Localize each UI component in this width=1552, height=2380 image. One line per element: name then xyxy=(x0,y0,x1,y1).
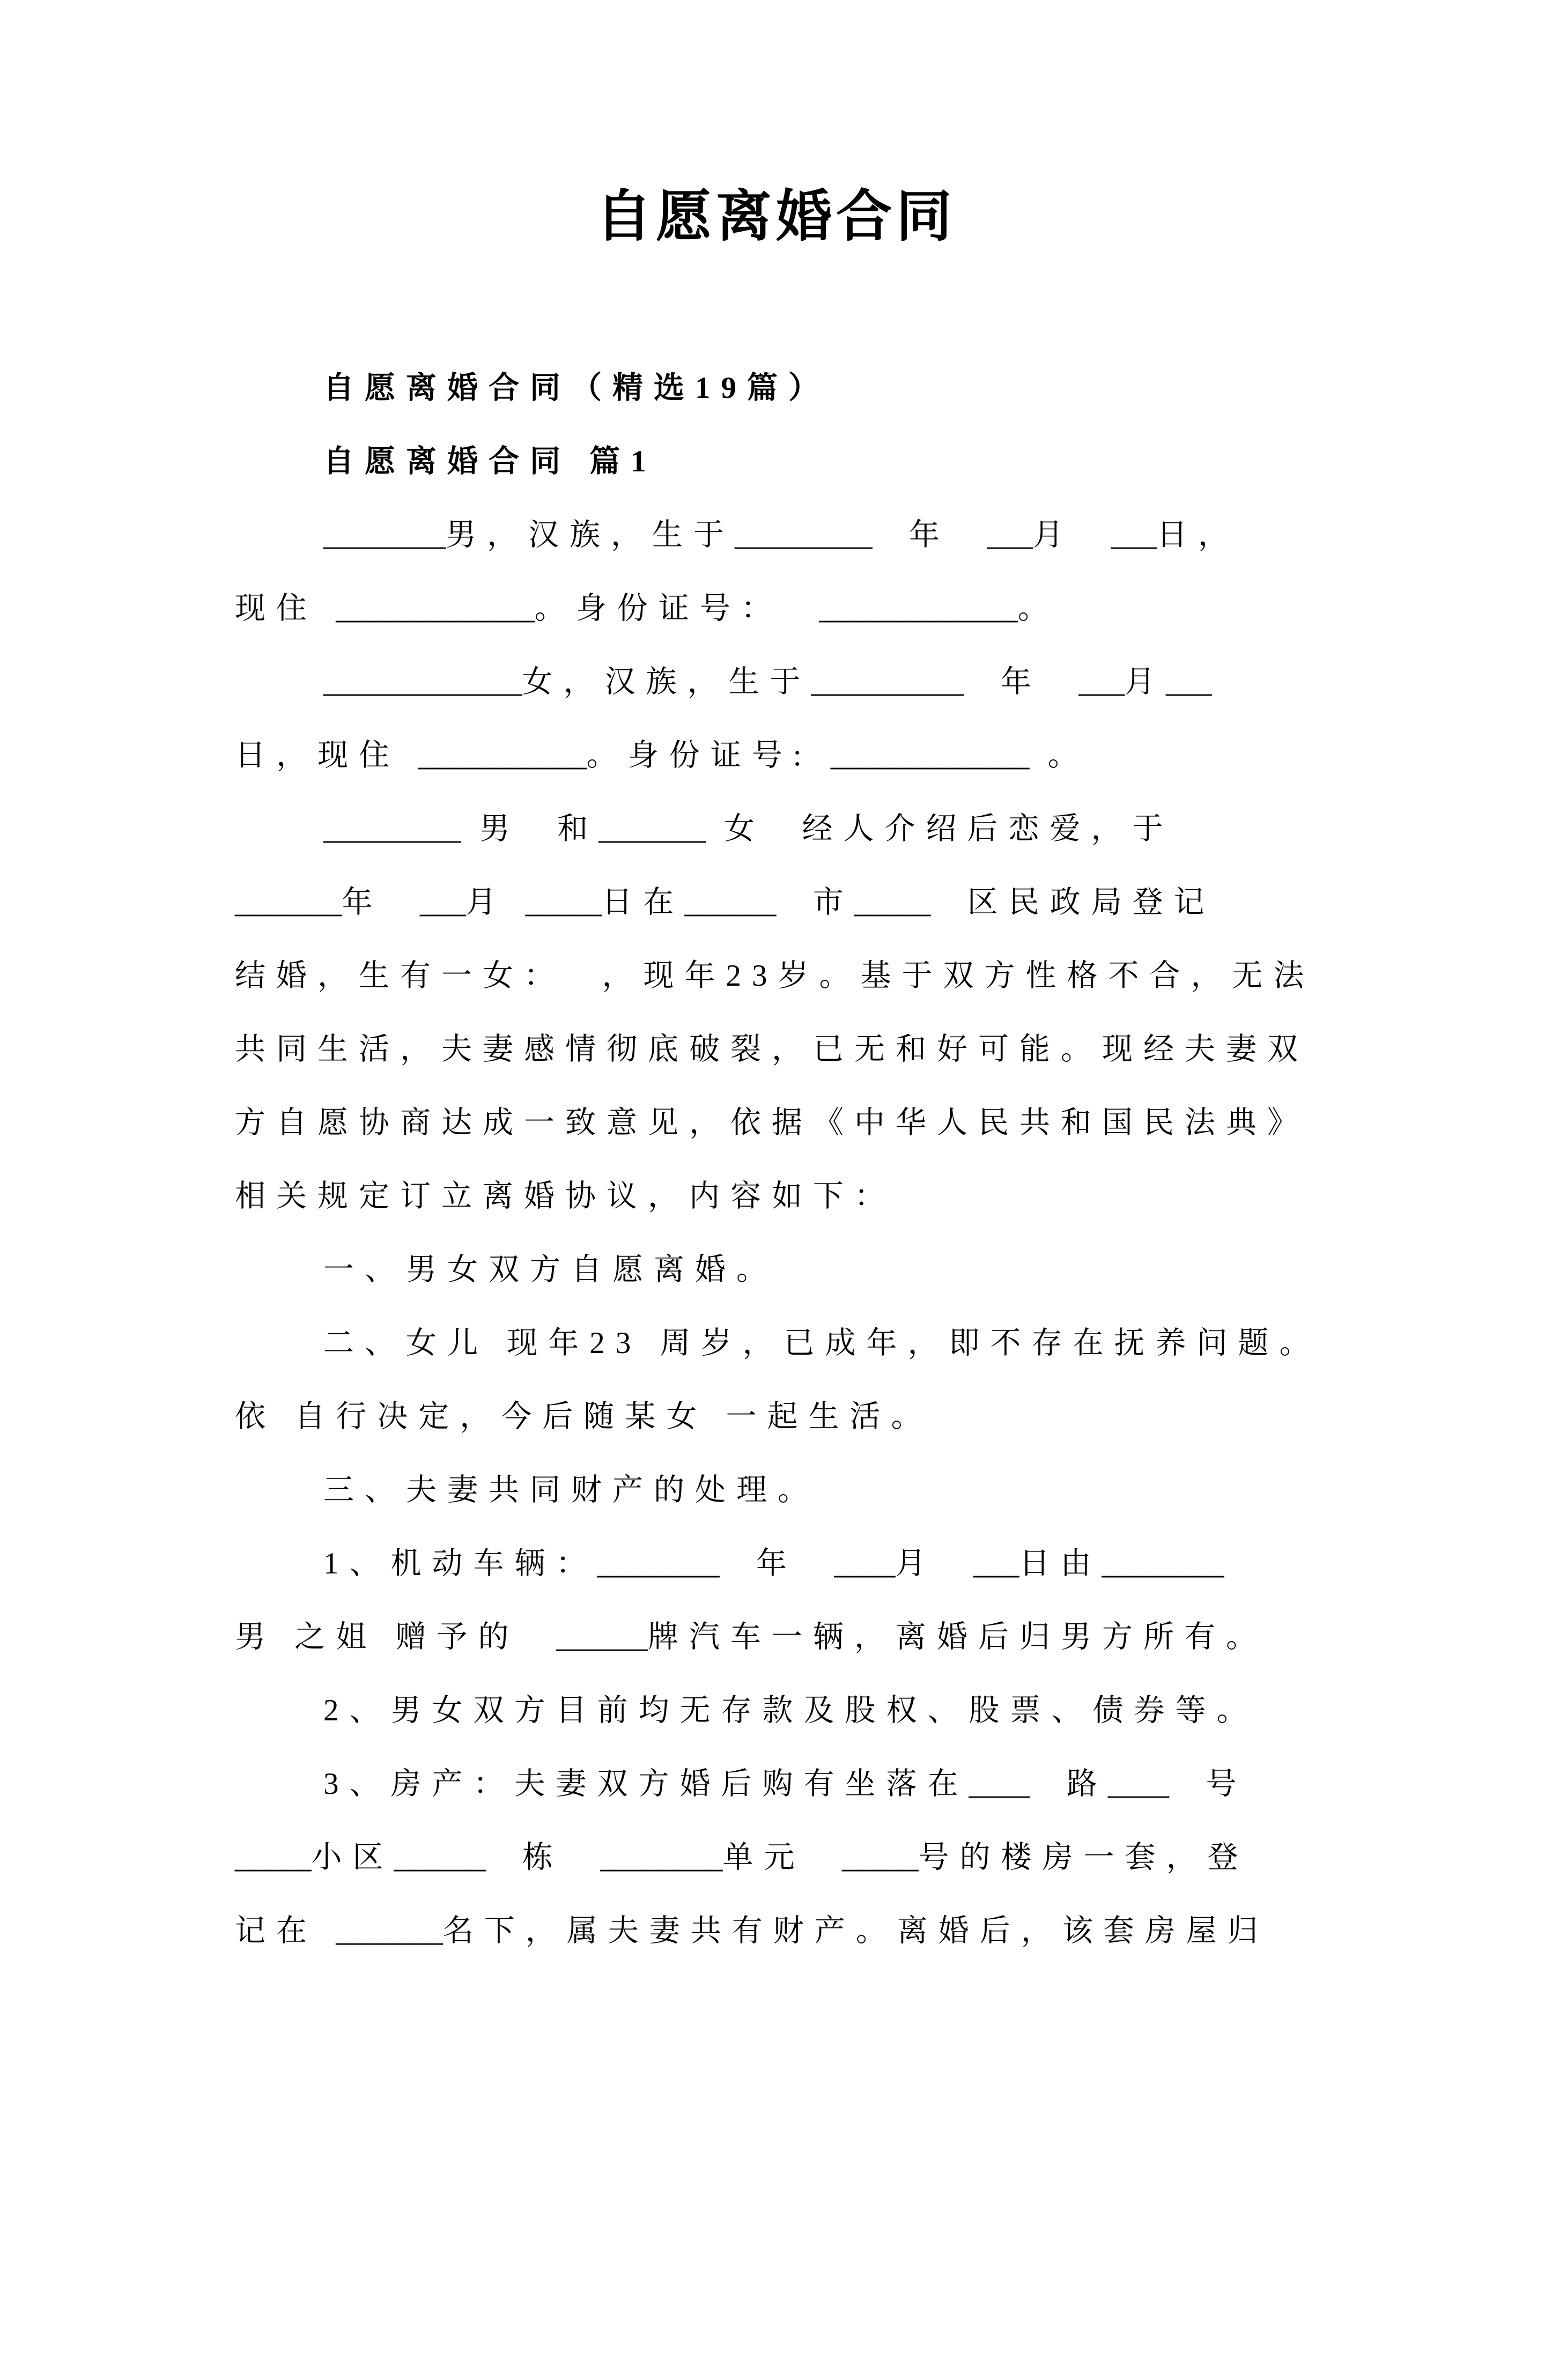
document-line: 二、女儿 现年23 周岁，已成年，即不存在抚养问题。 xyxy=(323,1326,1321,1360)
document-line: _______年 ___月 _____日在______ 市_____ 区民政局登记 xyxy=(235,885,1215,919)
document-body xyxy=(235,351,1321,1968)
document-title: 自愿离婚合同 xyxy=(595,186,956,248)
document-page xyxy=(0,185,1552,2380)
document-line: 3、房产：夫妻双方婚后购有坐落在____ 路____ 号 xyxy=(323,1766,1247,1801)
document-line: _________ 男 和_______ 女 经人介绍后恋爱，于 xyxy=(323,811,1174,846)
document-line: 相关规定订立离婚协议，内容如下： xyxy=(235,1179,896,1213)
document-line: 自愿离婚合同 篇1 xyxy=(323,444,657,478)
document-line: 1、机动车辆：________ 年 ____月 ___日由________ xyxy=(323,1546,1224,1580)
document-line: 依 自行决定，今后随某女 一起生活。 xyxy=(235,1399,933,1433)
document-line: _____小区______ 栋 ________单元 _____号的楼房一套，登 xyxy=(235,1840,1249,1874)
document-line: 日，现住 ___________。身份证号: _____________ 。 xyxy=(235,738,1089,772)
document-line: ________男，汉族，生于_________ 年 ___月 ___日， xyxy=(323,518,1239,552)
document-line: 记在 _______名下，属夫妻共有财产。离婚后，该套房屋归 xyxy=(235,1913,1269,1948)
document-line: 结婚，生有一女： ，现年23岁。基于双方性格不合，无法 xyxy=(235,958,1315,993)
document-line: 共同生活，夫妻感情彻底破裂，已无和好可能。现经夫妻双 xyxy=(235,1032,1309,1066)
document-line: 一、男女双方自愿离婚。 xyxy=(323,1252,778,1287)
document-line: _____________女，汉族，生于__________ 年 ___月___ xyxy=(323,664,1212,699)
document-line: 方自愿协商达成一致意见，依据《中华人民共和国民法典》 xyxy=(235,1105,1309,1140)
document-line: 2、男女双方目前均无存款及股权、股票、债券等。 xyxy=(323,1693,1258,1727)
document-line: 现住 _____________。身份证号： _____________。 xyxy=(235,591,1059,625)
document-line: 自愿离婚合同（精选19篇） xyxy=(323,371,830,405)
document-line: 男 之姐 赠予的 ______牌汽车一辆，离婚后归男方所有。 xyxy=(235,1620,1267,1654)
document-line: 三、夫妻共同财产的处理。 xyxy=(323,1473,819,1507)
